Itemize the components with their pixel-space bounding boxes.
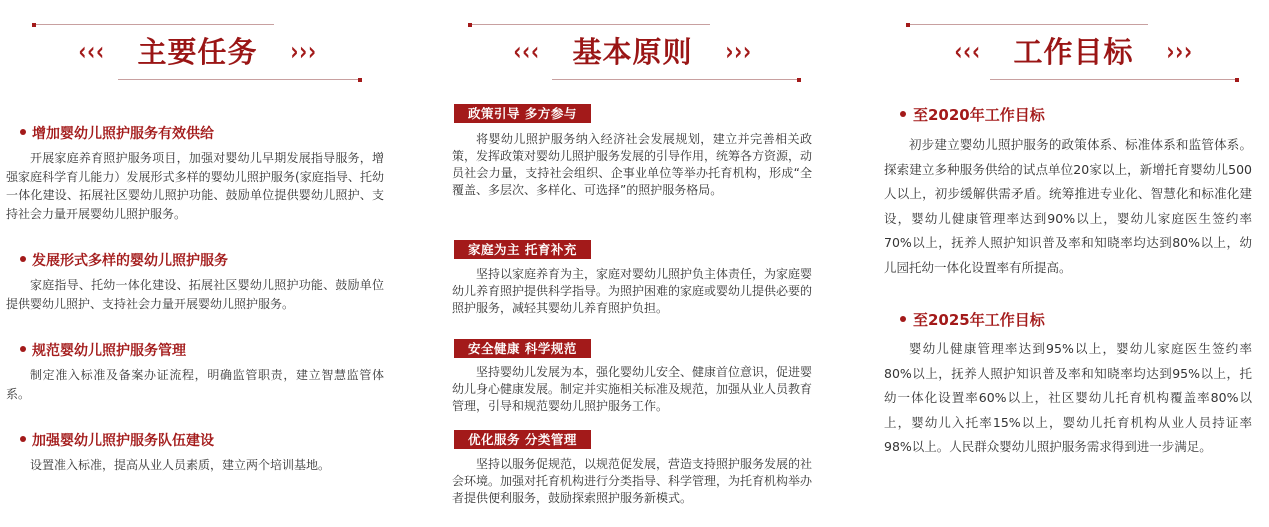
header-rule-top [908, 24, 1148, 25]
principle-text: 坚持以服务促规范，以规范促发展，营造支持照护服务发展的社会环境。加强对托育机构进行分类指导、科学管理，为托育机构举办者提供便利服务，鼓励探索照护服务新模式。 [452, 457, 813, 505]
chevrons-left-icon: ‹‹‹ [954, 37, 982, 67]
goal-heading-text: 至2020年工作目标 [913, 106, 1045, 124]
header-title-row [440, 32, 825, 72]
task-heading [20, 430, 214, 450]
header-dot-bottom [797, 78, 801, 82]
task-heading-text: 加强婴幼儿照护服务队伍建设 [32, 433, 214, 449]
section-title: 工作目标 [1013, 35, 1134, 69]
chevrons-right-icon: ››› [289, 37, 317, 67]
task-heading-text: 发展形式多样的婴幼儿照护服务 [32, 253, 228, 269]
task-heading-text: 规范婴幼儿照护服务管理 [32, 343, 186, 359]
task-text: 制定准入标准及备案办证流程，明确监管职责，建立智慧监管体系。 [6, 368, 384, 401]
principle-tag: 家庭为主 托育补充 [454, 240, 591, 259]
header-title-row [878, 32, 1269, 72]
goal-text: 婴幼儿健康管理率达到95%以上，婴幼儿家庭医生签约率80%以上，抚养人照护知识普及率和知晓率均达到95%以上，托幼一体化设置率60%以上，社区婴幼儿托育机构覆盖率80%以上，婴幼儿入托率15%以上，婴幼儿托育机构从业人员持证率98%以上。人民群众婴幼儿照护服务需求得到进一步满足。 [884, 341, 1252, 454]
main-tasks-section [0, 0, 395, 527]
principle-text: 坚持婴幼儿发展为本，强化婴幼儿安全、健康首位意识，促进婴幼儿身心健康发展。制定并实施相关标准及规范，加强从业人员教育管理，引导和规范婴幼儿照护服务工作。 [452, 365, 813, 413]
task-heading [20, 250, 228, 270]
header-title-row [0, 32, 395, 72]
chevrons-right-icon: ››› [724, 37, 752, 67]
section-header [440, 18, 825, 88]
work-goals-section [878, 0, 1269, 527]
task-heading-text: 增加婴幼儿照护服务有效供给 [32, 126, 214, 142]
principle-text: 坚持以家庭养育为主，家庭对婴幼儿照护负主体责任，为家庭婴幼儿养育照护提供科学指导。为照护困难的家庭或婴幼儿提供必要的照护服务，减轻其婴幼儿养育照护负担。 [452, 267, 813, 315]
section-header [0, 18, 395, 88]
header-dot-bottom [358, 78, 362, 82]
task-heading [20, 340, 186, 360]
header-dot-bottom [1235, 78, 1239, 82]
bullet-icon [20, 256, 26, 262]
header-rule-top [470, 24, 710, 25]
task-heading [20, 123, 214, 143]
chevrons-left-icon: ‹‹‹ [78, 37, 106, 67]
chevrons-right-icon: ››› [1165, 37, 1193, 67]
section-title: 基本原则 [572, 35, 693, 69]
goal-text: 初步建立婴幼儿照护服务的政策体系、标准体系和监管体系。探索建立多种服务供给的试点单位20家以上，新增托育婴幼儿500人以上，初步缓解供需矛盾。统筹推进专业化、智慧化和标准化建设，婴幼儿健康管理率达到90%以上，婴幼儿家庭医生签约率70%以上，抚养人照护知识普及率和知晓率均达到80%以上，幼儿园托幼一体化设置率有所提高。 [884, 137, 1252, 275]
header-dot-top [906, 23, 910, 27]
basic-principles-section [440, 0, 825, 527]
task-text: 设置准入标准，提高从业人员素质，建立两个培训基地。 [30, 458, 331, 472]
task-text: 家庭指导、托幼一体化建设、拓展社区婴幼儿照护功能、鼓励单位提供婴幼儿照护、支持社会力量开展婴幼儿照护服务。 [6, 278, 384, 311]
principle-tag: 政策引导 多方参与 [454, 104, 591, 123]
bullet-icon [20, 436, 26, 442]
header-rule-bottom [118, 79, 358, 80]
section-title: 主要任务 [137, 35, 258, 69]
principle-tag: 优化服务 分类管理 [454, 430, 591, 449]
header-rule-bottom [552, 79, 797, 80]
goal-heading-text: 至2025年工作目标 [913, 311, 1045, 329]
bullet-icon [900, 316, 906, 322]
header-rule-bottom [990, 79, 1235, 80]
bullet-icon [20, 129, 26, 135]
bullet-icon [900, 111, 906, 117]
bullet-icon [20, 346, 26, 352]
goal-heading [900, 104, 1045, 125]
task-text: 开展家庭养育照护服务项目，加强对婴幼儿早期发展指导服务，增强家庭科学育儿能力）发展形式多样的婴幼儿照护服务(家庭指导、托幼一体化建设、拓展社区婴幼儿照护功能、鼓励单位提供婴幼儿照护、支持社会力量开展婴幼儿照护服务。 [6, 151, 384, 221]
principle-tag: 安全健康 科学规范 [454, 339, 591, 358]
principle-text: 将婴幼儿照护服务纳入经济社会发展规划，建立并完善相关政策，发挥政策对婴幼儿照护服务发展的引导作用，统筹各方资源，动员社会力量，支持社会组织、企事业单位等举办托育机构，形成“全覆盖、多层次、多样化、可选择”的照护服务格局。 [452, 132, 813, 197]
chevrons-left-icon: ‹‹‹ [513, 37, 541, 67]
header-dot-top [468, 23, 472, 27]
section-header [878, 18, 1269, 88]
goal-heading [900, 309, 1045, 330]
header-rule-top [34, 24, 274, 25]
header-dot-top [32, 23, 36, 27]
